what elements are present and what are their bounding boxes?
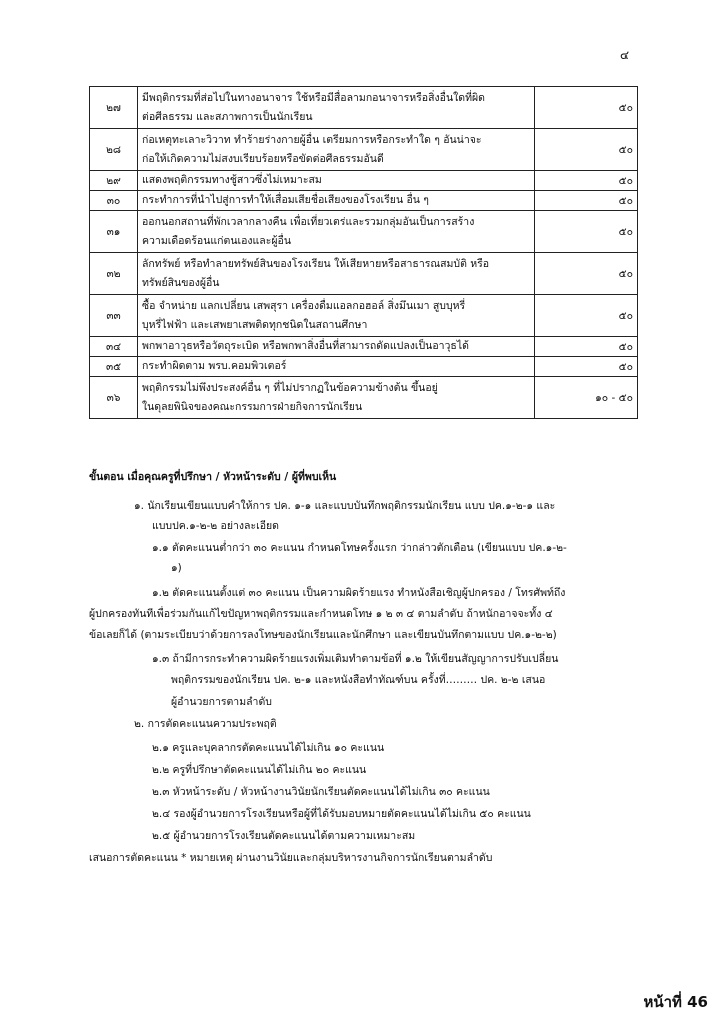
rule-number: ๒๘ [90, 129, 138, 171]
rule-description-line: ก่อให้เกิดความไม่สงบเรียบร้อยหรือขัดต่อศีลธรรมอันดี [142, 152, 384, 165]
procedure-item-1-3-line3: ผู้อำนวยการตามลำดับ [171, 696, 272, 708]
rule-number: ๓๕ [90, 357, 138, 377]
table-row [90, 337, 638, 357]
rule-number: ๓๐ [90, 191, 138, 211]
table-row [90, 253, 638, 295]
rule-description [138, 337, 535, 357]
procedure-item-1-3-line2: พฤติกรรมของนักเรียน ปค. ๒-๑ และหนังสือทำทัณฑ์บน ครั้งที่……… ปค. ๒-๒ เสนอ [171, 674, 546, 686]
rule-description-line: กระทำการที่นำไปสู่การทำให้เสื่อมเสียชื่อเสียงของโรงเรียน อื่น ๆ [142, 194, 429, 206]
rule-number: ๓๑ [90, 211, 138, 253]
procedure-note: เสนอการตัดคะแนน * หมายเหตุ ผ่านงานวินัยและกลุ่มบริหารงานกิจการนักเรียนตามลำดับ [89, 852, 493, 864]
table-row [90, 211, 638, 253]
rule-description-line: มีพฤติกรรมที่ส่อไปในทางอนาจาร ใช้หรือมีสื่อลามกอนาจารหรือสิ่งอื่นใดที่ผิด [142, 91, 485, 104]
rule-description [138, 129, 535, 171]
rule-description-line: ความเดือดร้อนแก่ตนเองและผู้อื่น [142, 234, 292, 247]
procedure-item-2: ๒. การตัดคะแนนความประพฤติ [134, 718, 277, 730]
rule-description-line: ออกนอกสถานที่พักเวลากลางคืน เพื่อเที่ยวเตร่และรวมกลุ่มอันเป็นการสร้าง [142, 215, 475, 228]
rule-number: ๒๗ [90, 87, 138, 129]
rule-points: ๑๐ - ๕๐ [535, 377, 638, 419]
rule-description [138, 211, 535, 253]
rule-points: ๕๐ [535, 337, 638, 357]
rule-points: ๕๐ [535, 171, 638, 191]
procedure-item-2-1: ๒.๑ ครูและบุคลากรตัดคะแนนได้ไม่เกิน ๑๐ คะแนน [152, 742, 385, 754]
procedure-item-1-line1: ๑. นักเรียนเขียนแบบคำให้การ ปค. ๑-๑ และแบบบันทึกพฤติกรรมนักเรียน แบบ ปค.๑-๒-๑ และ [134, 500, 556, 512]
rule-number: ๓๔ [90, 337, 138, 357]
rule-points: ๕๐ [535, 87, 638, 129]
procedure-item-2-3: ๒.๓ หัวหน้าระดับ / หัวหน้างานวินัยนักเรียนตัดคะแนนได้ไม่เกิน ๓๐ คะแนน [152, 786, 490, 798]
table-row [90, 129, 638, 171]
rule-points: ๕๐ [535, 357, 638, 377]
rule-number: ๓๖ [90, 377, 138, 419]
rule-points: ๕๐ [535, 253, 638, 295]
rule-description-line: ต่อศีลธรรม และสภาพการเป็นนักเรียน [142, 110, 313, 123]
rule-description-line: ในดุลยพินิจของคณะกรรมการฝ่ายกิจการนักเรียน [142, 400, 363, 413]
rule-description [138, 171, 535, 191]
rule-description [138, 377, 535, 419]
rule-description [138, 295, 535, 337]
rule-number: ๒๙ [90, 171, 138, 191]
procedure-item-1-1-line1: ๑.๑ ตัดคะแนนต่ำกว่า ๓๐ คะแนน กำหนดโทษครั้งแรก ว่ากล่าวตักเตือน (เขียนแบบ ปค.๑-๒- [152, 542, 567, 554]
rule-number: ๓๓ [90, 295, 138, 337]
procedure-heading: ขั้นตอน เมื่อคุณครูที่ปรึกษา / หัวหน้าระดับ / ผู้ที่พบเห็น [89, 471, 337, 483]
rule-description-line: พกพาอาวุธหรือวัตถุระเบิด หรือพกพาสิ่งอื่นที่สามารถดัดแปลงเป็นอาวุธได้ [142, 340, 469, 352]
procedure-item-1-line2: แบบปค.๑-๒-๒ อย่างละเอียด [152, 520, 279, 532]
page-number-top: ๔ [620, 48, 630, 62]
rule-points: ๕๐ [535, 295, 638, 337]
rule-description-line: ลักทรัพย์ หรือทำลายทรัพย์สินของโรงเรียน ให้เสียหายหรือสาธารณสมบัติ หรือ [142, 257, 490, 270]
table-row [90, 295, 638, 337]
table-row [90, 87, 638, 129]
table-row [90, 377, 638, 419]
procedure-item-1-2-line3: ข้อเลยก็ได้ (ตามระเบียบว่าด้วยการลงโทษของนักเรียนและนักศึกษา และเขียนบันทึกตามแบบ ปค.๑-๒-๒) [89, 629, 557, 641]
page-footer-number: หน้าที่ 46 [643, 993, 708, 1011]
behavior-table [89, 86, 638, 419]
rule-description [138, 191, 535, 211]
rule-points: ๕๐ [535, 211, 638, 253]
table-row [90, 171, 638, 191]
rule-description [138, 253, 535, 295]
rule-description-line: บุหรี่ไฟฟ้า และเสพยาเสพติดทุกชนิดในสถานศึกษา [142, 318, 368, 331]
rule-description-line: แสดงพฤติกรรมทางชู้สาวซึ่งไม่เหมาะสม [142, 174, 322, 186]
rule-description-line: ซื้อ จำหน่าย แลกเปลี่ยน เสพสุรา เครื่องดื่มแอลกอฮอล์ สิ่งมึนเมา สูบบุหรี่ [142, 299, 466, 312]
rule-number: ๓๒ [90, 253, 138, 295]
rule-description-line: กระทำผิดตาม พรบ.คอมพิวเตอร์ [142, 360, 287, 372]
rule-description [138, 87, 535, 129]
rule-description-line: พฤติกรรมไม่พึงประสงค์อื่น ๆ ที่ไม่ปรากฏในข้อความข้างต้น ขึ้นอยู่ [142, 381, 438, 394]
procedure-item-1-3-line1: ๑.๓ ถ้ามีการกระทำความผิดร้ายแรงเพิ่มเติมทำตามข้อที่ ๑.๒ ให้เขียนสัญญาการปรับเปลี่ยน [152, 653, 559, 665]
rule-description [138, 357, 535, 377]
procedure-item-1-2-line2: ผู้ปกครองทันทีเพื่อร่วมกันแก้ไขปัญหาพฤติกรรมและกำหนดโทษ ๑ ๒ ๓ ๔ ตามลำดับ ถ้าหนักอาจจะทั้ง ๔ [89, 608, 553, 620]
procedure-item-1-1-line2: ๑) [171, 562, 182, 574]
rule-points: ๕๐ [535, 129, 638, 171]
procedure-item-2-2: ๒.๒ ครูที่ปรึกษาตัดคะแนนได้ไม่เกิน ๒๐ คะแนน [152, 764, 367, 776]
procedure-item-2-5: ๒.๕ ผู้อำนวยการโรงเรียนตัดคะแนนได้ตามความเหมาะสม [152, 830, 416, 842]
rule-points: ๕๐ [535, 191, 638, 211]
table-row [90, 357, 638, 377]
rule-description-line: ทรัพย์สินของผู้อื่น [142, 276, 220, 289]
procedure-item-1-2-line1: ๑.๒ ตัดคะแนนตั้งแต่ ๓๐ คะแนน เป็นความผิดร้ายแรง ทำหนังสือเชิญผู้ปกครอง / โทรศัพท์ถึง [152, 587, 566, 599]
procedure-item-2-4: ๒.๔ รองผู้อำนวยการโรงเรียนหรือผู้ที่ได้รับมอบหมายตัดคะแนนได้ไม่เกิน ๕๐ คะแนน [152, 808, 531, 820]
rule-description-line: ก่อเหตุทะเลาะวิวาท ทำร้ายร่างกายผู้อื่น เตรียมการหรือกระทำใด ๆ อันน่าจะ [142, 133, 482, 146]
table-row [90, 191, 638, 211]
